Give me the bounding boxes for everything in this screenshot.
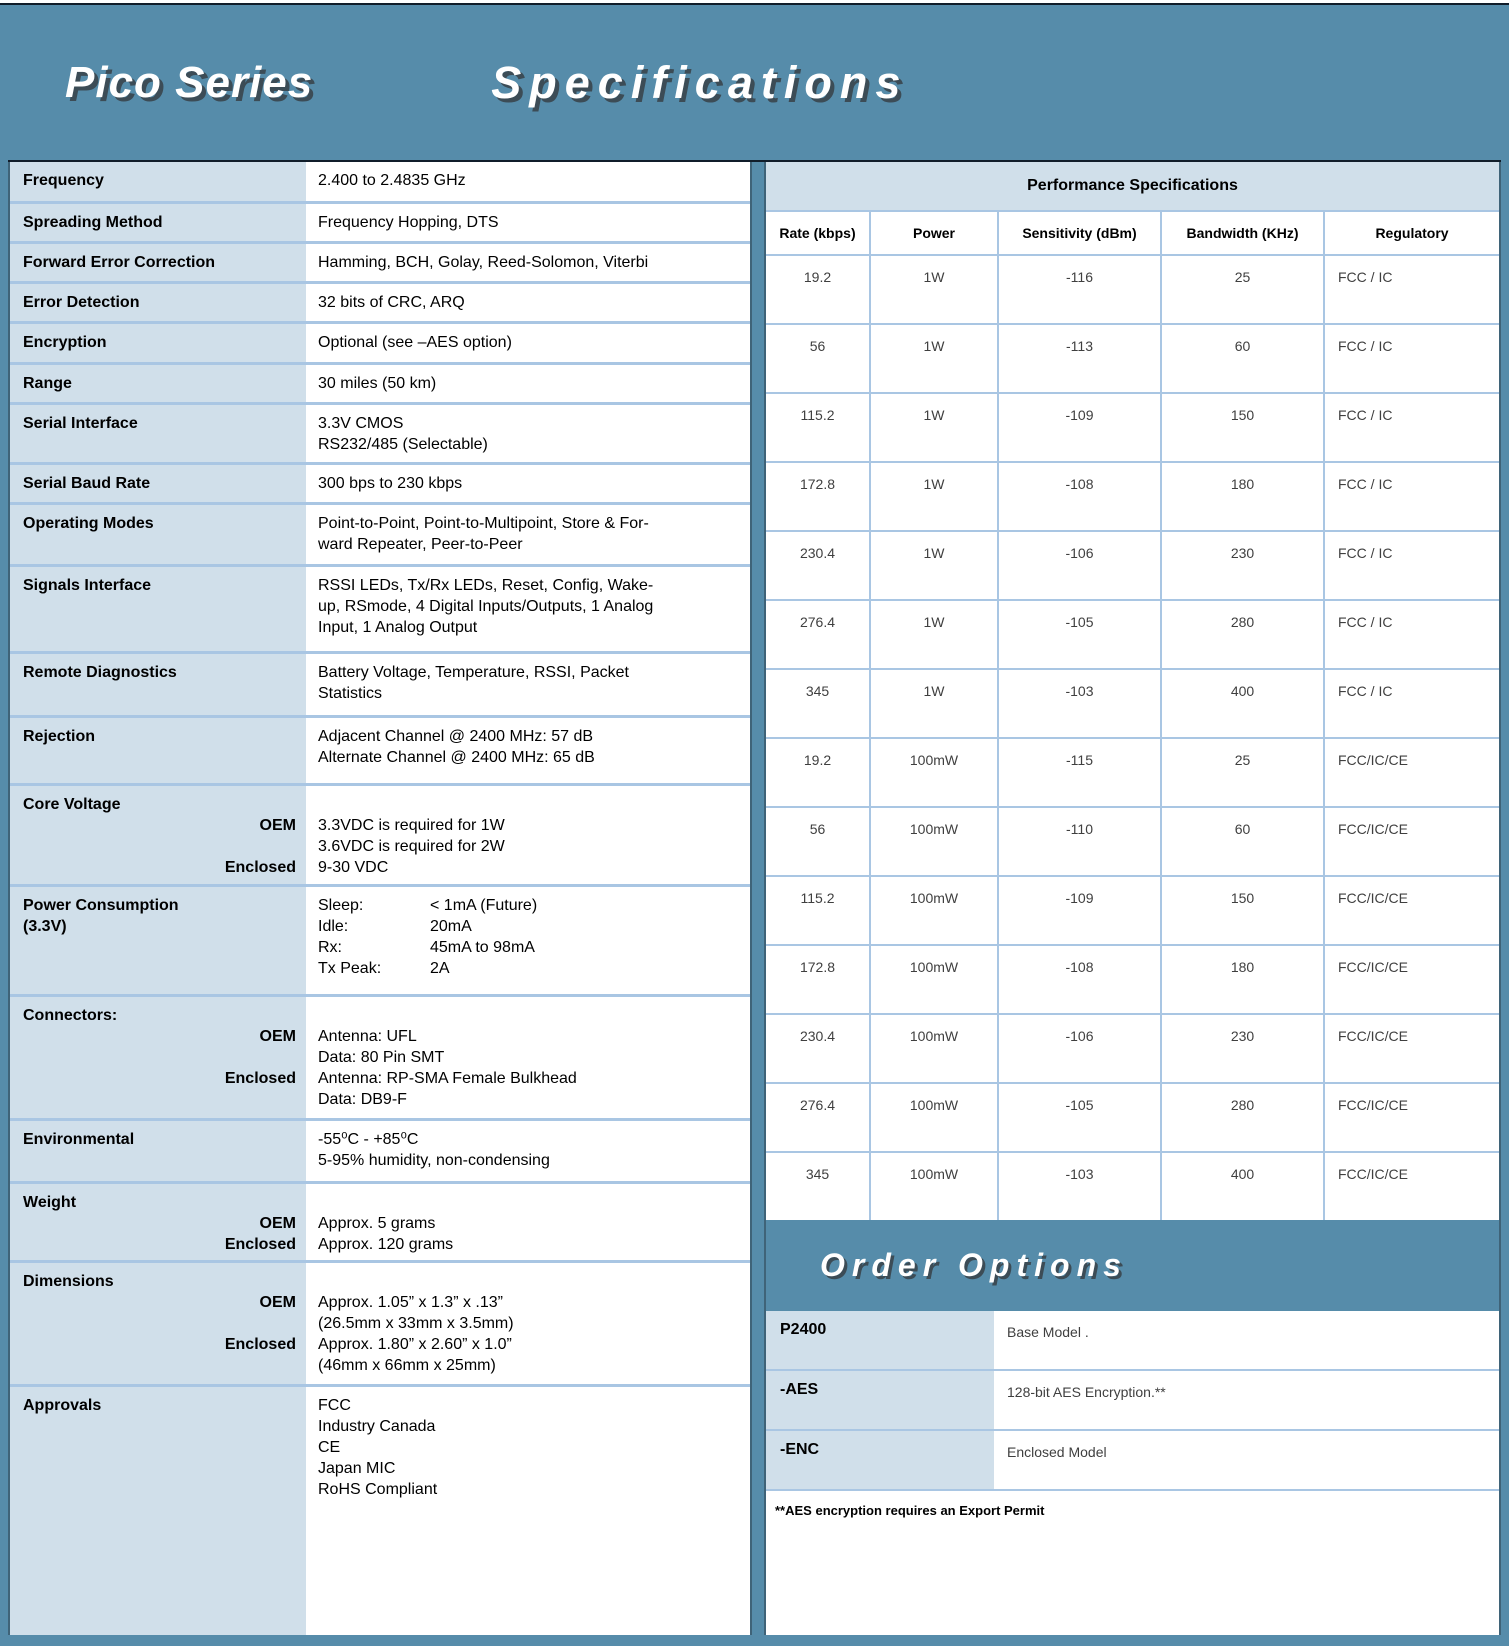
perf-col-header-rate-kbps: Rate (kbps) bbox=[766, 212, 870, 255]
spec-value-line: Industry Canada bbox=[318, 1418, 436, 1435]
perf-cell: FCC / IC bbox=[1324, 669, 1499, 738]
perf-cell: FCC / IC bbox=[1324, 255, 1499, 324]
performance-row-11 bbox=[766, 1014, 1499, 1083]
perf-cell: 1W bbox=[870, 669, 998, 738]
perf-col-header-regulatory: Regulatory bbox=[1324, 212, 1499, 255]
spec-sublabel-enclosed: Enclosed bbox=[224, 1236, 296, 1253]
spec-sublabel-oem: OEM bbox=[259, 1215, 296, 1232]
perf-cell: 100mW bbox=[870, 1083, 998, 1152]
perf-cell: 230.4 bbox=[766, 1014, 870, 1083]
order-row-p2400 bbox=[766, 1311, 1499, 1371]
spec-value-line: Adjacent Channel @ 2400 MHz: 57 dB bbox=[318, 728, 594, 745]
column-gap bbox=[752, 162, 764, 1635]
spec-label-cell bbox=[10, 244, 306, 281]
spec-label: Signals Interface bbox=[23, 577, 152, 594]
order-code: -ENC bbox=[766, 1431, 994, 1489]
spec-label: Approvals bbox=[23, 1397, 102, 1414]
perf-cell: FCC/IC/CE bbox=[1324, 876, 1499, 945]
spec-value-cell bbox=[306, 1121, 750, 1181]
spec-label: Power Consumption (3.3V) bbox=[23, 897, 179, 935]
perf-cell: -108 bbox=[998, 945, 1161, 1014]
spec-label-cell bbox=[10, 1184, 306, 1260]
spec-value-line: up, RSmode, 4 Digital Inputs/Outputs, 1 Analog bbox=[318, 598, 654, 615]
perf-cell: -115 bbox=[998, 738, 1161, 807]
spec-value-line: Sleep: < 1mA (Future) bbox=[318, 897, 538, 914]
spec-value-cell bbox=[306, 162, 750, 201]
order-options-banner bbox=[766, 1220, 1499, 1311]
spec-value-line: 30 miles (50 km) bbox=[318, 375, 437, 392]
spec-value-line: (26.5mm x 33mm x 3.5mm) bbox=[318, 1315, 514, 1332]
perf-cell: -116 bbox=[998, 255, 1161, 324]
spec-label: Forward Error Correction bbox=[23, 254, 216, 271]
perf-cell: FCC/IC/CE bbox=[1324, 1083, 1499, 1152]
spec-row-power-consumption bbox=[10, 887, 750, 997]
spec-label-cell bbox=[10, 365, 306, 402]
perf-cell: -106 bbox=[998, 1014, 1161, 1083]
spec-value-cell bbox=[306, 567, 750, 651]
spec-value-line: RoHS Compliant bbox=[318, 1481, 438, 1498]
spec-value-cell bbox=[306, 465, 750, 502]
perf-cell: 60 bbox=[1161, 807, 1324, 876]
spec-label-cell bbox=[10, 405, 306, 462]
spec-row-environmental bbox=[10, 1121, 750, 1184]
spec-row-operating-modes bbox=[10, 505, 750, 567]
page-title: Specifications bbox=[491, 56, 909, 108]
spec-label-cell bbox=[10, 465, 306, 502]
spec-value-line: Alternate Channel @ 2400 MHz: 65 dB bbox=[318, 749, 595, 766]
spec-label: Encryption bbox=[23, 334, 107, 351]
spec-value-line: Japan MIC bbox=[318, 1460, 396, 1477]
spec-row-weight bbox=[10, 1184, 750, 1263]
spec-value-line: 2.400 to 2.4835 GHz bbox=[318, 172, 466, 189]
performance-row-6 bbox=[766, 669, 1499, 738]
perf-cell: 180 bbox=[1161, 462, 1324, 531]
spec-label: Operating Modes bbox=[23, 515, 154, 532]
perf-cell: 400 bbox=[1161, 1152, 1324, 1220]
perf-cell: -105 bbox=[998, 600, 1161, 669]
perf-cell: 1W bbox=[870, 324, 998, 393]
spec-label: Serial Baud Rate bbox=[23, 475, 151, 492]
order-description: Enclosed Model bbox=[1007, 1444, 1107, 1460]
right-column bbox=[764, 162, 1501, 1635]
spec-label: Error Detection bbox=[23, 294, 140, 311]
spec-value-line: Approx. 5 grams bbox=[318, 1215, 436, 1232]
perf-cell: -109 bbox=[998, 876, 1161, 945]
perf-col-header-sensitivity-dbm: Sensitivity (dBm) bbox=[998, 212, 1161, 255]
spec-label: Remote Diagnostics bbox=[23, 664, 177, 681]
performance-row-9 bbox=[766, 876, 1499, 945]
perf-cell: 1W bbox=[870, 462, 998, 531]
perf-cell: 230.4 bbox=[766, 531, 870, 600]
performance-row-13 bbox=[766, 1152, 1499, 1220]
perf-cell: 56 bbox=[766, 807, 870, 876]
order-description: Base Model . bbox=[1007, 1324, 1089, 1340]
perf-cell: 345 bbox=[766, 669, 870, 738]
spec-value-cell bbox=[306, 365, 750, 402]
perf-cell: 280 bbox=[1161, 1083, 1324, 1152]
spec-value-line: Antenna: UFL bbox=[318, 1028, 417, 1045]
spec-row-dimensions bbox=[10, 1263, 750, 1387]
spec-sublabel-oem: OEM bbox=[259, 817, 296, 834]
spec-row-remote-diagnostics bbox=[10, 654, 750, 718]
perf-cell: 100mW bbox=[870, 1014, 998, 1083]
performance-row-1 bbox=[766, 324, 1499, 393]
performance-header-row bbox=[766, 212, 1499, 255]
spec-value-line: Approx. 1.80” x 2.60” x 1.0” bbox=[318, 1336, 512, 1353]
spec-label: Dimensions bbox=[23, 1273, 114, 1290]
performance-row-12 bbox=[766, 1083, 1499, 1152]
spec-label-cell bbox=[10, 162, 306, 201]
perf-cell: 1W bbox=[870, 255, 998, 324]
content-columns bbox=[8, 162, 1501, 1635]
order-options-table bbox=[766, 1311, 1499, 1491]
perf-cell: FCC/IC/CE bbox=[1324, 945, 1499, 1014]
perf-cell: 1W bbox=[870, 531, 998, 600]
perf-cell: 230 bbox=[1161, 531, 1324, 600]
spec-value-line: Battery Voltage, Temperature, RSSI, Packet bbox=[318, 664, 629, 681]
spec-label: Environmental bbox=[23, 1131, 135, 1148]
performance-row-7 bbox=[766, 738, 1499, 807]
performance-spec-title: Performance Specifications bbox=[766, 162, 1499, 212]
spec-label: Spreading Method bbox=[23, 214, 163, 231]
perf-cell: 172.8 bbox=[766, 462, 870, 531]
order-row-enc bbox=[766, 1431, 1499, 1491]
perf-cell: 280 bbox=[1161, 600, 1324, 669]
spec-value-cell bbox=[306, 718, 750, 783]
perf-cell: 230 bbox=[1161, 1014, 1324, 1083]
spec-sublabel-empty bbox=[23, 1355, 296, 1376]
spec-label-cell bbox=[10, 654, 306, 715]
spec-value-line: (46mm x 66mm x 25mm) bbox=[318, 1357, 496, 1374]
spec-value-key: Idle: bbox=[318, 918, 349, 935]
spec-value-cell bbox=[306, 1184, 750, 1260]
spec-row-connectors bbox=[10, 997, 750, 1121]
page-frame bbox=[0, 5, 1509, 1646]
perf-cell: 115.2 bbox=[766, 876, 870, 945]
perf-cell: 400 bbox=[1161, 669, 1324, 738]
spec-label: Weight bbox=[23, 1194, 77, 1211]
header-band bbox=[8, 5, 1501, 160]
perf-cell: 150 bbox=[1161, 393, 1324, 462]
performance-row-10 bbox=[766, 945, 1499, 1014]
perf-cell: 56 bbox=[766, 324, 870, 393]
perf-cell: -113 bbox=[998, 324, 1161, 393]
perf-cell: 100mW bbox=[870, 945, 998, 1014]
spec-row-serial-baud-rate bbox=[10, 465, 750, 505]
spec-value-line: Antenna: RP-SMA Female Bulkhead bbox=[318, 1070, 577, 1087]
spec-sublabel-enclosed: Enclosed bbox=[224, 859, 296, 876]
spec-row-core-voltage bbox=[10, 786, 750, 887]
spec-label-cell bbox=[10, 1263, 306, 1384]
spec-label-cell bbox=[10, 567, 306, 651]
perf-col-header-bandwidth-khz: Bandwidth (KHz) bbox=[1161, 212, 1324, 255]
spec-value-line: Statistics bbox=[318, 685, 383, 702]
spec-value-line: Rx: 45mA to 98mA bbox=[318, 939, 535, 956]
spec-value-line: 32 bits of CRC, ARQ bbox=[318, 294, 465, 311]
spec-value-line: RSSI LEDs, Tx/Rx LEDs, Reset, Config, Wake- bbox=[318, 577, 654, 594]
spec-value-line: 300 bps to 230 kbps bbox=[318, 475, 463, 492]
perf-cell: -103 bbox=[998, 1152, 1161, 1220]
spec-value-line bbox=[318, 1271, 738, 1292]
spec-value-cell bbox=[306, 1263, 750, 1384]
perf-cell: FCC/IC/CE bbox=[1324, 1014, 1499, 1083]
spec-value-line: -55⁰C - +85⁰C bbox=[318, 1131, 419, 1148]
perf-cell: 19.2 bbox=[766, 738, 870, 807]
spec-value-cell bbox=[306, 654, 750, 715]
perf-cell: 172.8 bbox=[766, 945, 870, 1014]
spec-value-line: 9-30 VDC bbox=[318, 859, 389, 876]
spec-value-line bbox=[318, 1005, 738, 1026]
performance-row-8 bbox=[766, 807, 1499, 876]
spec-sublabel-oem: OEM bbox=[259, 1294, 296, 1311]
perf-cell: -103 bbox=[998, 669, 1161, 738]
order-options-title: Order Options bbox=[820, 1247, 1128, 1283]
spec-label-cell bbox=[10, 204, 306, 241]
perf-cell: -109 bbox=[998, 393, 1161, 462]
spec-label-cell bbox=[10, 997, 306, 1118]
spec-value-line bbox=[318, 794, 738, 815]
spec-value-line: Point-to-Point, Point-to-Multipoint, Store & For- bbox=[318, 515, 649, 532]
spec-row-serial-interface bbox=[10, 405, 750, 465]
perf-cell: -108 bbox=[998, 462, 1161, 531]
perf-cell: 25 bbox=[1161, 255, 1324, 324]
spec-value-line: 3.6VDC is required for 2W bbox=[318, 838, 505, 855]
spec-value-key: Tx Peak: bbox=[318, 960, 382, 977]
spec-value-line: Approx. 120 grams bbox=[318, 1236, 454, 1253]
perf-cell: -110 bbox=[998, 807, 1161, 876]
spec-value-line: Input, 1 Analog Output bbox=[318, 619, 478, 636]
perf-cell: FCC / IC bbox=[1324, 531, 1499, 600]
perf-cell: FCC/IC/CE bbox=[1324, 1152, 1499, 1220]
perf-cell: 100mW bbox=[870, 1152, 998, 1220]
spec-sublabel-oem: OEM bbox=[259, 1028, 296, 1045]
spec-value-cell bbox=[306, 887, 750, 994]
order-code: P2400 bbox=[766, 1311, 994, 1369]
perf-cell: 150 bbox=[1161, 876, 1324, 945]
perf-cell: 25 bbox=[1161, 738, 1324, 807]
spec-label: Serial Interface bbox=[23, 415, 138, 432]
spec-value-cell bbox=[306, 324, 750, 362]
spec-label-cell bbox=[10, 324, 306, 362]
spec-value-line: 5-95% humidity, non-condensing bbox=[318, 1152, 550, 1169]
spec-row-error-detection bbox=[10, 284, 750, 324]
spec-value-line: Data: 80 Pin SMT bbox=[318, 1049, 445, 1066]
spec-row-forward-error-correction bbox=[10, 244, 750, 284]
spec-sublabel-empty bbox=[23, 1089, 296, 1110]
perf-cell: 60 bbox=[1161, 324, 1324, 393]
spec-row-frequency bbox=[10, 162, 750, 204]
spec-label-cell bbox=[10, 887, 306, 994]
spec-value-line: CE bbox=[318, 1439, 341, 1456]
order-code: -AES bbox=[766, 1371, 994, 1429]
perf-cell: 19.2 bbox=[766, 255, 870, 324]
order-description: 128-bit AES Encryption.** bbox=[1007, 1384, 1166, 1400]
performance-spec-table bbox=[766, 212, 1499, 1220]
spec-label: Connectors: bbox=[23, 1007, 118, 1024]
perf-cell: FCC / IC bbox=[1324, 600, 1499, 669]
spec-value-line: Data: DB9-F bbox=[318, 1091, 407, 1108]
spec-label-cell bbox=[10, 1121, 306, 1181]
perf-cell: 276.4 bbox=[766, 1083, 870, 1152]
spec-label-cell bbox=[10, 718, 306, 783]
spec-row-encryption bbox=[10, 324, 750, 365]
spec-value-line: RS232/485 (Selectable) bbox=[318, 436, 488, 453]
spec-row-spreading-method bbox=[10, 204, 750, 244]
spec-sublabel-enclosed: Enclosed bbox=[224, 1070, 296, 1087]
spec-value-cell bbox=[306, 997, 750, 1118]
spec-row-range bbox=[10, 365, 750, 405]
general-spec-table bbox=[8, 162, 752, 1635]
spec-sublabel-empty bbox=[23, 1313, 296, 1334]
spec-value-line bbox=[318, 1192, 738, 1213]
perf-cell: 180 bbox=[1161, 945, 1324, 1014]
spec-value-line: Idle: 20mA bbox=[318, 918, 472, 935]
spec-row-approvals bbox=[10, 1387, 750, 1635]
perf-cell: 1W bbox=[870, 600, 998, 669]
performance-row-4 bbox=[766, 531, 1499, 600]
spec-sublabel-empty bbox=[23, 1047, 296, 1068]
aes-export-footnote: **AES encryption requires an Export Permit bbox=[766, 1491, 1499, 1635]
performance-row-0 bbox=[766, 255, 1499, 324]
spec-sublabel-empty bbox=[23, 836, 296, 857]
perf-cell: 115.2 bbox=[766, 393, 870, 462]
spec-value-line: Frequency Hopping, DTS bbox=[318, 214, 499, 231]
performance-row-5 bbox=[766, 600, 1499, 669]
spec-value-line: Tx Peak: 2A bbox=[318, 960, 450, 977]
performance-row-3 bbox=[766, 462, 1499, 531]
perf-cell: FCC / IC bbox=[1324, 324, 1499, 393]
spec-value-cell bbox=[306, 284, 750, 321]
spec-value-line: 3.3V CMOS bbox=[318, 415, 404, 432]
perf-cell: 1W bbox=[870, 393, 998, 462]
spec-value-line: ward Repeater, Peer-to-Peer bbox=[318, 536, 523, 553]
spec-value-line: 3.3VDC is required for 1W bbox=[318, 817, 505, 834]
spec-value-key: Rx: bbox=[318, 939, 342, 956]
order-row-aes bbox=[766, 1371, 1499, 1431]
perf-cell: 100mW bbox=[870, 876, 998, 945]
spec-row-signals-interface bbox=[10, 567, 750, 654]
spec-sublabel-enclosed: Enclosed bbox=[224, 1336, 296, 1353]
perf-cell: 276.4 bbox=[766, 600, 870, 669]
spec-label-cell bbox=[10, 1387, 306, 1635]
spec-value-cell bbox=[306, 204, 750, 241]
perf-col-header-power: Power bbox=[870, 212, 998, 255]
perf-cell: FCC / IC bbox=[1324, 462, 1499, 531]
spec-label-cell bbox=[10, 505, 306, 564]
perf-cell: -106 bbox=[998, 531, 1161, 600]
spec-label-cell bbox=[10, 284, 306, 321]
perf-cell: 345 bbox=[766, 1152, 870, 1220]
spec-row-rejection bbox=[10, 718, 750, 786]
spec-value-line: Approx. 1.05” x 1.3” x .13” bbox=[318, 1294, 503, 1311]
perf-cell: 100mW bbox=[870, 807, 998, 876]
spec-value-cell bbox=[306, 405, 750, 462]
perf-cell: -105 bbox=[998, 1083, 1161, 1152]
perf-cell: FCC / IC bbox=[1324, 393, 1499, 462]
spec-label-cell bbox=[10, 786, 306, 884]
perf-cell: FCC/IC/CE bbox=[1324, 738, 1499, 807]
spec-label: Rejection bbox=[23, 728, 96, 745]
spec-value-key: Sleep: bbox=[318, 897, 364, 914]
perf-cell: FCC/IC/CE bbox=[1324, 807, 1499, 876]
performance-row-2 bbox=[766, 393, 1499, 462]
spec-value-cell bbox=[306, 505, 750, 564]
spec-label: Frequency bbox=[23, 172, 104, 189]
perf-cell: 100mW bbox=[870, 738, 998, 807]
spec-value-cell bbox=[306, 786, 750, 884]
spec-value-line: Hamming, BCH, Golay, Reed-Solomon, Viterbi bbox=[318, 254, 649, 271]
spec-value-line: FCC bbox=[318, 1397, 351, 1414]
spec-value-cell bbox=[306, 1387, 750, 1635]
spec-label: Range bbox=[23, 375, 72, 392]
spec-label: Core Voltage bbox=[23, 796, 121, 813]
product-title: Pico Series bbox=[65, 57, 314, 107]
spec-value-cell bbox=[306, 244, 750, 281]
spec-value-line: Optional (see –AES option) bbox=[318, 334, 512, 351]
